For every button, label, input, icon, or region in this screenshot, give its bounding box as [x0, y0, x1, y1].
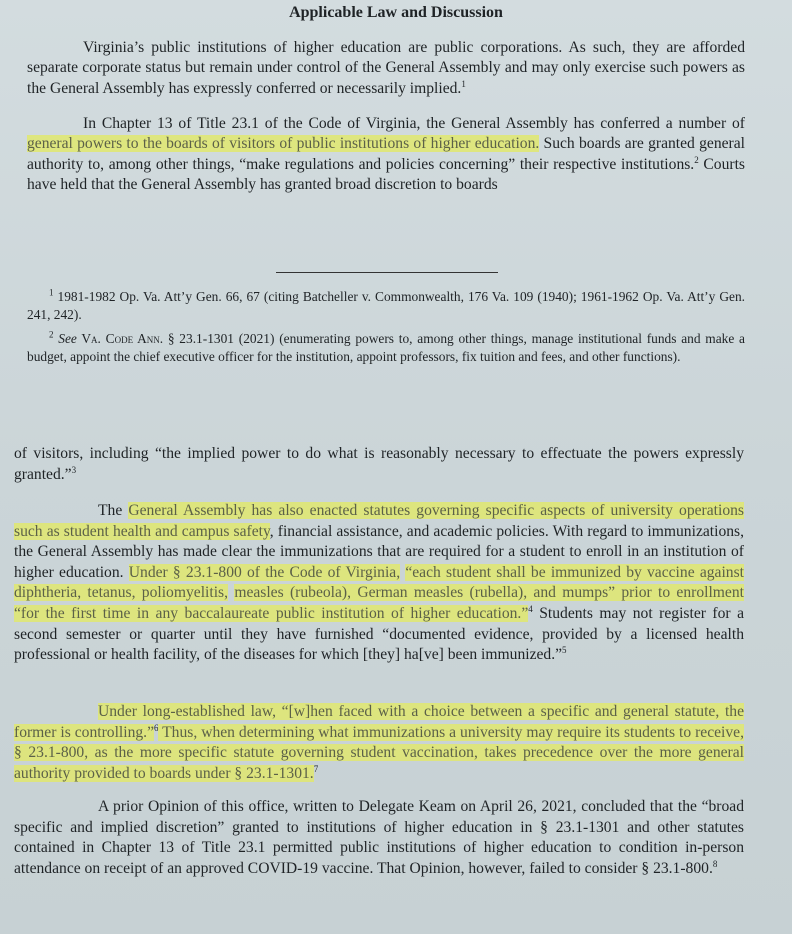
paragraph-5 — [14, 702, 744, 784]
footnote-ref-3[interactable]: 3 — [71, 464, 77, 475]
paragraph-2-text-b: Such boards are granted general authority to, among other things, “make regulations and policies concerning” their respective institutions. — [27, 135, 745, 173]
footnote-2-see: See — [58, 331, 77, 346]
paragraph-2-text-c: Courts have held that the General Assembly has granted broad discretion to boards — [27, 155, 745, 194]
paragraph-4-text-a: The — [98, 502, 129, 519]
paragraph-4 — [14, 501, 744, 666]
highlight-statutes: General Assembly has also enacted statutes governing specific aspects of university operations such as student health and campus safety — [14, 502, 744, 540]
footnote-divider — [276, 272, 498, 273]
paragraph-1 — [27, 38, 745, 99]
paragraph-4-text-e: Students may not register for a second semester or quarter until they have furnished “documented evidence, provided by a licensed health professional or health facility, of the diseases for which [they] ha[ve] been immunized.” — [14, 604, 744, 664]
paragraph-6 — [14, 797, 744, 879]
footnote-1-number: 1 — [49, 287, 54, 298]
footnote-1-text: 1981-1982 Op. Va. Att’y Gen. 66, 67 (citing Batcheller v. Commonwealth, 176 Va. 109 (1940); 1961-1962 Op. Va. Att’y Gen. 241, 242). — [27, 289, 745, 323]
paragraph-4-text-b: , financial assistance, and academic policies. With regard to immunizations, the General Assembly has made clear the immunizations that are required for a student to enroll in an institution of higher education. — [14, 522, 745, 581]
footnote-2-number: 2 — [49, 329, 54, 340]
footnote-ref-6[interactable]: 6 — [153, 722, 159, 733]
footnote-ref-5[interactable]: 5 — [562, 644, 567, 655]
footnote-2-text: § 23.1-1301 (2021) (enumerating powers to, among other things, manage institutional funds and make a budget, appoint the chief executive officer for the institution, appoint professors, fix tuition and fees, and other functions). — [27, 331, 745, 365]
paragraph-2-text-a: In Chapter 13 of Title 23.1 of the Code of Virginia, the General Assembly has conferred a number of — [83, 115, 745, 132]
footnote-ref-4[interactable]: 4 — [528, 603, 533, 614]
paragraph-3-text: of visitors, including “the implied power to do what is reasonably necessary to effectuate the powers expressly granted.” — [14, 445, 744, 483]
paragraph-2 — [27, 114, 745, 196]
highlight-thus: Thus, when determining what immunizations a university may require its students to receive, § 23.1-800, as the more specific statute governing student vaccination, takes precedence over the more general authority provided to boards under § 23.1-1301. — [14, 723, 744, 782]
paragraph-3 — [14, 444, 744, 485]
highlight-measles: measles (rubeola), German measles (rubella), and mumps” prior to enrollment “for the first time in any baccalaureate public institution of higher education.” — [14, 584, 744, 622]
section-heading: Applicable Law and Discussion — [289, 4, 503, 21]
highlight-immunized: “each student shall be immunized by vaccine against diphtheria, tetanus, poliomyelitis, — [14, 563, 744, 602]
footnote-2-code: Va. Code Ann. — [76, 331, 164, 346]
footnote-ref-2[interactable]: 2 — [694, 154, 699, 165]
highlight-long-established-law: Under long-established law, “[w]hen faced with a choice between a specific and general statute, the former is controlling.” — [14, 703, 744, 741]
footnote-ref-7[interactable]: 7 — [313, 763, 319, 774]
highlight-code-section: Under § 23.1-800 of the Code of Virginia, — [128, 563, 401, 581]
highlight-general-powers: general powers to the boards of visitors of public institutions of higher education. — [27, 135, 540, 153]
footnote-1 — [27, 288, 745, 324]
footnote-ref-8[interactable]: 8 — [712, 858, 718, 869]
paragraph-6-text: A prior Opinion of this office, written to Delegate Keam on April 26, 2021, concluded that the “broad specific and implied discretion” granted to institutions of higher education in § 23.1-1301 and other statutes contained in Chapter 13 of Title 23.1 permitted public institutions of higher education to condition in-person attendance on receipt of an approved COVID-19 vaccine. That Opinion, however, failed to consider § 23.1-800. — [14, 798, 744, 877]
footnote-2 — [27, 330, 745, 366]
footnote-ref-1[interactable]: 1 — [461, 78, 466, 89]
paragraph-1-text: Virginia’s public institutions of higher education are public corporations. As such, they are afforded separate corporate status but remain under control of the General Assembly and may only exercise such powers as the General Assembly has expressly conferred or necessarily implied. — [27, 39, 745, 97]
